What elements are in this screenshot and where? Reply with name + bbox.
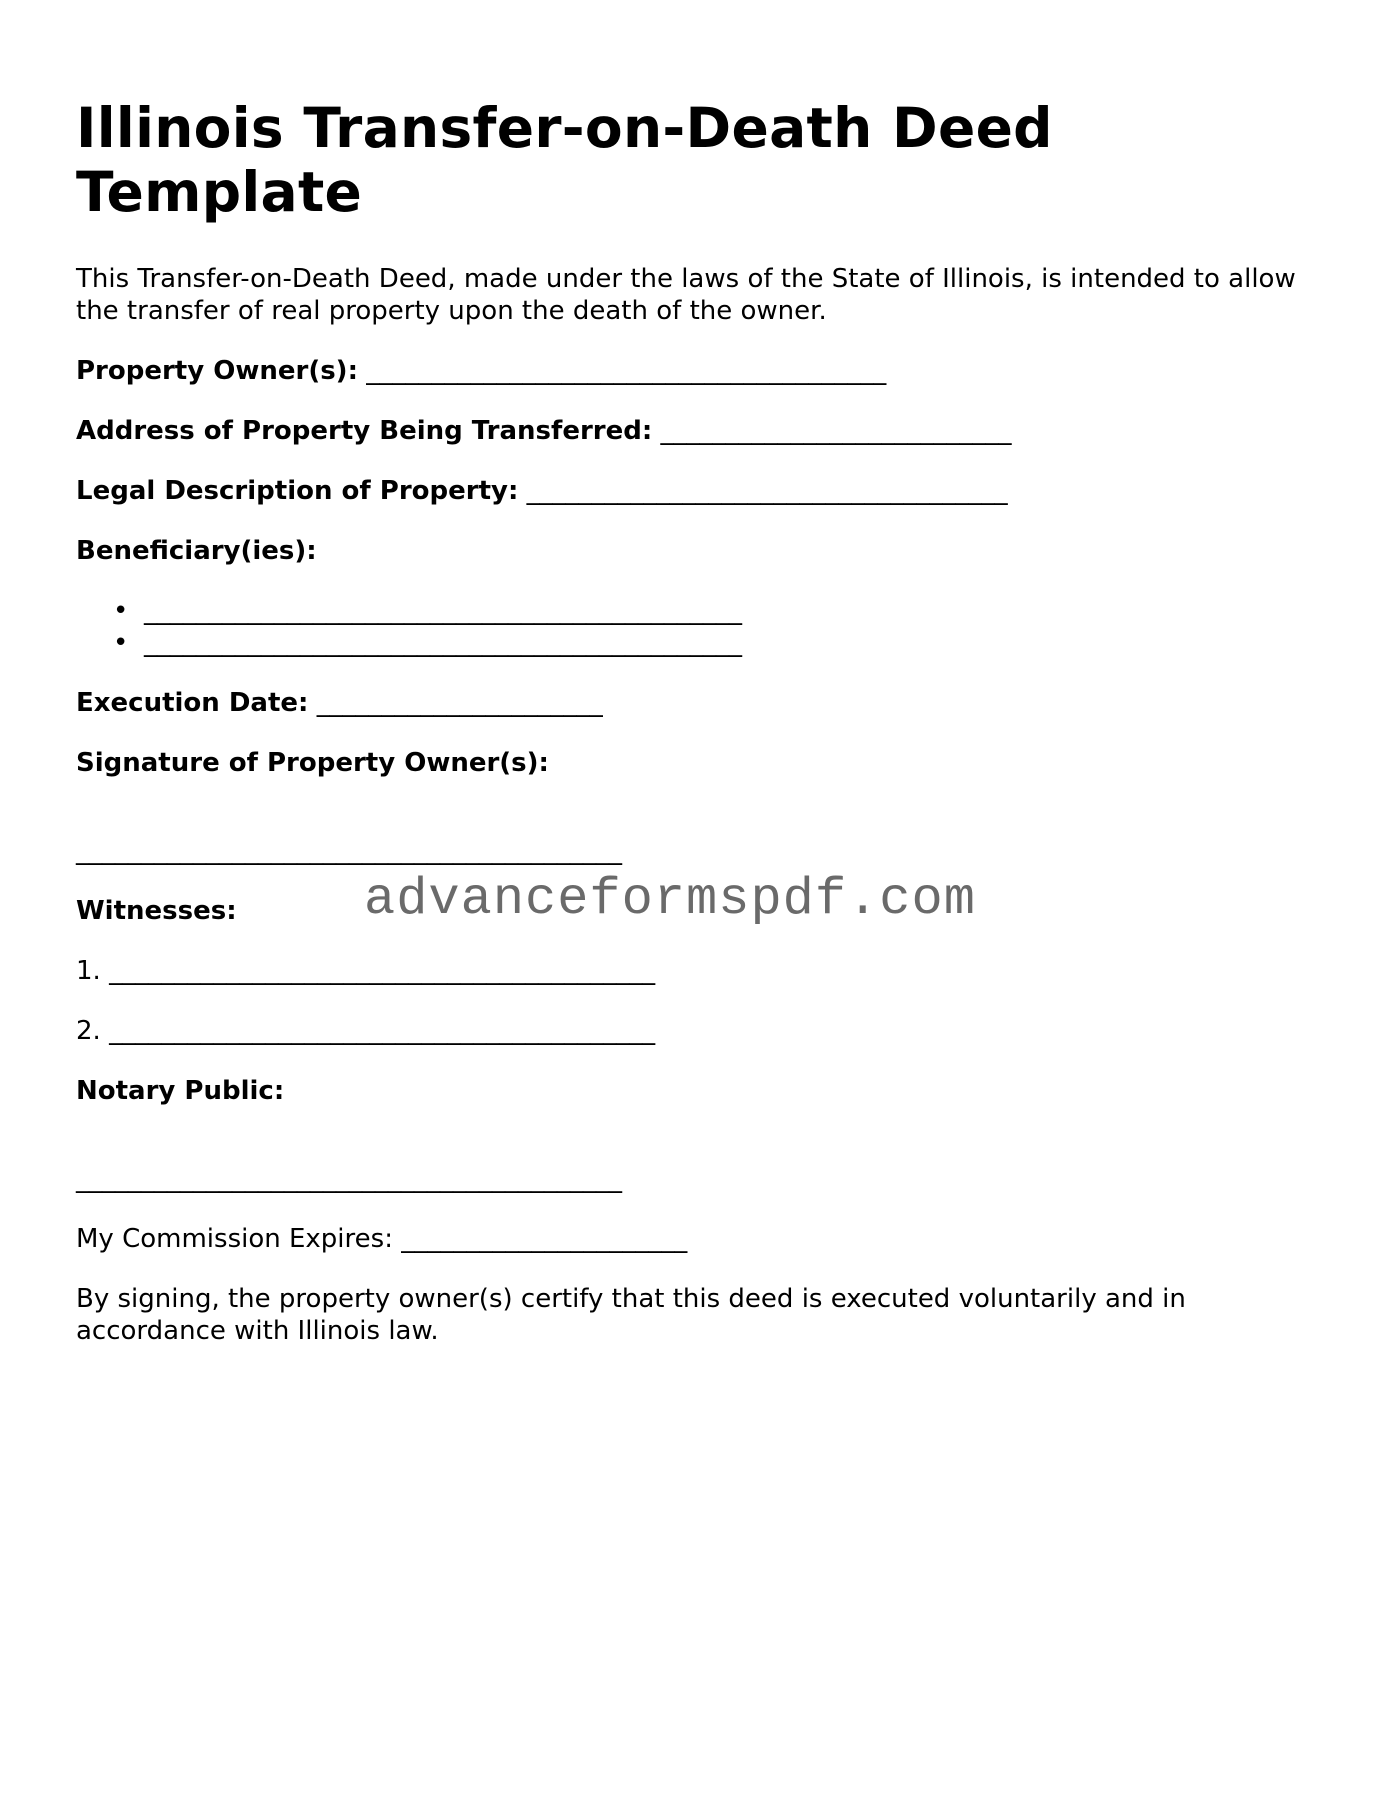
signature-heading: Signature of Property Owner(s): — [76, 748, 549, 778]
document-page — [76, 96, 1316, 1347]
witness-blank[interactable]: __________________________________________ — [109, 956, 656, 986]
notary-heading: Notary Public: — [76, 1076, 285, 1106]
address-blank[interactable]: ___________________________ — [660, 416, 1012, 446]
execution-date-field — [76, 687, 1316, 719]
witness-number: 2. — [76, 1016, 101, 1046]
intro-paragraph: This Transfer-on-Death Deed, made under the laws of the State of Illinois, is intended to allow the transfer of real property upon the death of the owner. — [76, 264, 1296, 326]
page-title: Illinois Transfer-on-Death Deed Template — [76, 96, 1053, 224]
signature-spacer — [76, 807, 1316, 835]
beneficiary-item — [76, 627, 1316, 659]
witness-line-2 — [76, 1015, 1316, 1047]
execution-date-label: Execution Date: — [76, 688, 309, 718]
signature-line[interactable]: __________________________________________ — [76, 836, 622, 866]
property-owner-field — [76, 355, 1316, 387]
bullet-icon: • — [113, 596, 129, 626]
witness-number: 1. — [76, 956, 101, 986]
commission-label: My Commission Expires: — [76, 1224, 393, 1254]
witness-blank[interactable]: __________________________________________ — [109, 1016, 656, 1046]
closing-paragraph: By signing, the property owner(s) certify that this deed is executed voluntarily and in accordance with Illinois law. — [76, 1284, 1186, 1346]
commission-blank[interactable]: ______________________ — [401, 1224, 688, 1254]
address-label: Address of Property Being Transferred: — [76, 416, 653, 446]
legal-description-blank[interactable]: _____________________________________ — [526, 476, 1008, 506]
legal-description-field — [76, 475, 1316, 507]
beneficiaries-list — [76, 595, 1316, 659]
beneficiary-blank[interactable]: ______________________________________________ — [144, 628, 742, 658]
watermark: advanceformspdf.com — [364, 870, 976, 929]
beneficiary-item — [76, 595, 1316, 627]
address-field — [76, 415, 1316, 447]
property-owner-blank[interactable]: ________________________________________ — [366, 356, 887, 386]
bullet-icon: • — [113, 628, 129, 658]
beneficiary-blank[interactable]: ______________________________________________ — [144, 596, 742, 626]
commission-field — [76, 1223, 1316, 1255]
execution-date-blank[interactable]: ______________________ — [316, 688, 603, 718]
property-owner-label: Property Owner(s): — [76, 356, 358, 386]
beneficiaries-heading: Beneficiary(ies): — [76, 536, 317, 566]
legal-description-label: Legal Description of Property: — [76, 476, 519, 506]
notary-spacer — [76, 1135, 1316, 1163]
witness-line-1 — [76, 955, 1316, 987]
notary-signature-line[interactable]: __________________________________________ — [76, 1164, 622, 1194]
witnesses-heading: Witnesses: — [76, 896, 237, 926]
